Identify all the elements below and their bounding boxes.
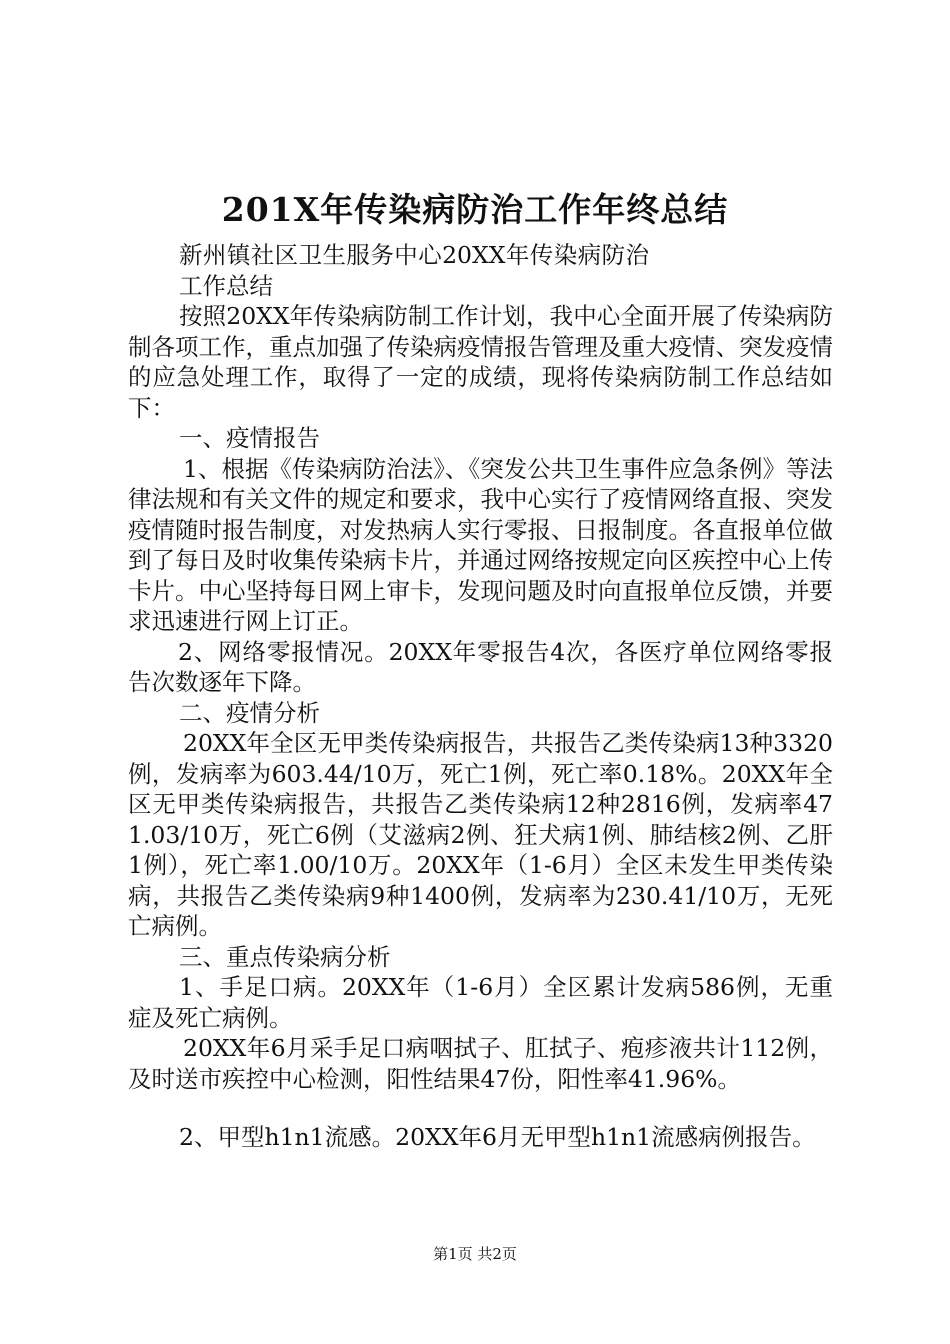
section-heading-analysis: 二、疫情分析 [179, 698, 320, 727]
section-heading-report: 一、疫情报告 [179, 424, 320, 452]
document-title: 201X年传染病防治工作年终总结 [221, 190, 729, 229]
analysis-paragraph: 20XX年全区无甲类传染病报告，共报告乙类传染病13种3320例，发病率为603.44/10万，死亡1例，死亡率0.18%。20XX年全区无甲类传染病报告，共报告乙类传染病12种2816例，发病率471.03/10万，死亡6例（艾滋病2例、狂犬病1例、肺结核2例、乙肝1例），死亡率1.00/10万。20XX年（1-6月）全区未发生甲类传染病，共报告乙类传染病9种1400例，发病率为230.41/10万，无死亡病例。 [128, 729, 833, 940]
key-disease-item-2: 2、甲型h1n1流感。20XX年6月无甲型h1n1流感病例报告。 [179, 1123, 816, 1151]
section-heading-key-diseases: 三、重点传染病分析 [179, 942, 391, 971]
intro-paragraph: 按照20XX年传染病防制工作计划，我中心全面开展了传染病防制各项工作，重点加强了传染病疫情报告管理及重大疫情、突发疫情的应急处理工作，取得了一定的成绩，现将传染病防制工作总结如下： [128, 302, 833, 422]
document-subtitle: 新州镇社区卫生服务中心20XX年传染病防治工作总结 [179, 241, 649, 300]
key-disease-sampling: 20XX年6月采手足口病咽拭子、肛拭子、疱疹液共计112例，及时送市疾控中心检测，阳性结果47份，阳性率41.96%。 [128, 1034, 833, 1093]
report-item-2: 2、网络零报情况。20XX年零报告4次，各医疗单位网络零报告次数逐年下降。 [128, 637, 833, 696]
report-item-1: 1、根据《传染病防治法》、《突发公共卫生事件应急条例》等法律法规和有关文件的规定和要求，我中心实行了疫情网络直报、突发疫情随时报告制度，对发热病人实行零报、日报制度。各直报单位做到了每日及时收集传染病卡片，并通过网络按规定向区疾控中心上传卡片。中心坚持每日网上审卡，发现问题及时向直报单位反馈，并要求迅速进行网上订正。 [128, 454, 833, 635]
paragraph-gap [128, 1094, 833, 1122]
document-body [128, 240, 833, 1153]
key-disease-item-1: 1、手足口病。20XX年（1-6月）全区累计发病586例，无重症及死亡病例。 [128, 973, 833, 1032]
page-footer: 第1页 共2页 [433, 1245, 517, 1263]
